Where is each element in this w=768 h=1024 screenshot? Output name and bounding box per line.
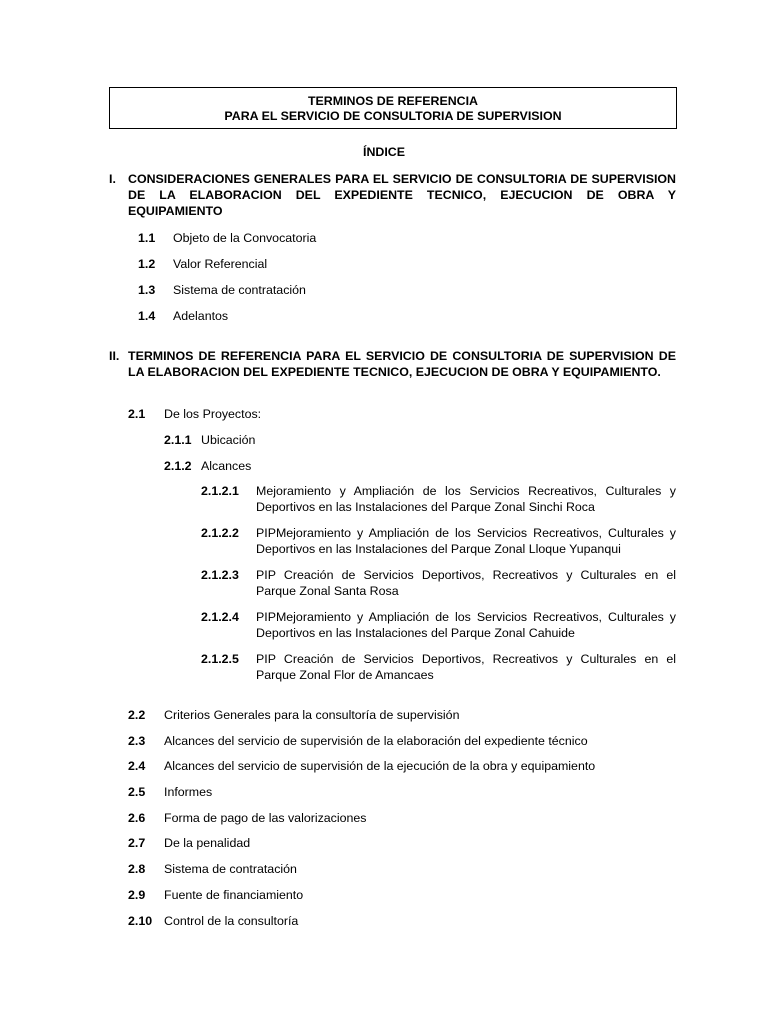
item-text: Sistema de contratación: [173, 283, 306, 297]
item-text: Forma de pago de las valorizaciones: [164, 811, 367, 825]
item-number: 2.1.2.4: [201, 610, 239, 624]
item-text: Valor Referencial: [173, 257, 268, 271]
item-text: Mejoramiento y Ampliación de los Servicios Recreativos, Culturales y Deportivos en las Instalaciones del Parque Zonal Sinchi Roca: [256, 484, 676, 514]
item-number: 2.1.2: [164, 459, 192, 473]
item-number: 2.3: [128, 734, 146, 748]
item-number: 2.6: [128, 811, 146, 825]
item-text: Adelantos: [173, 309, 229, 323]
item-number: 2.8: [128, 862, 146, 876]
list-item: [201, 651, 676, 683]
list-item: [201, 483, 676, 515]
item-text: PIP Creación de Servicios Deportivos, Recreativos y Culturales en el Parque Zonal Flor de Amancaes: [256, 652, 676, 682]
section-2-title: TERMINOS DE REFERENCIA PARA EL SERVICIO DE CONSULTORIA DE SUPERVISION DE LA ELABORACION DEL EXPEDIENTE TECNICO, EJECUCION DE OBRA Y EQUIPAMIENTO.: [128, 349, 676, 379]
index-heading: ÍNDICE: [363, 145, 405, 159]
section-1-heading: [109, 171, 676, 219]
item-text: Criterios Generales para la consultoría de supervisión: [164, 708, 460, 722]
section-1-number: I.: [109, 172, 116, 186]
item-text: PIPMejoramiento y Ampliación de los Servicios Recreativos, Culturales y Deportivos en las Instalaciones del Parque Zonal Cahuide: [256, 610, 676, 640]
item-number: 2.1.2.2: [201, 526, 239, 540]
item-number: 2.1.2.5: [201, 652, 239, 666]
item-text: Ubicación: [201, 433, 256, 447]
item-number: 2.2: [128, 708, 146, 722]
document-title-box: [109, 87, 677, 129]
list-item: [201, 525, 676, 557]
item-text: De la penalidad: [164, 836, 251, 850]
document-title-line1: TERMINOS DE REFERENCIA: [307, 94, 479, 108]
item-number: 2.1: [128, 407, 146, 421]
document-title-line2: PARA EL SERVICIO DE CONSULTORIA DE SUPERVISION: [224, 109, 562, 123]
item-number: 2.10: [128, 914, 153, 928]
item-number: 1.4: [138, 309, 156, 323]
item-number: 2.1.2.1: [201, 484, 239, 498]
item-text: Control de la consultoría: [164, 914, 299, 928]
item-number: 1.1: [138, 231, 156, 245]
item-number: 2.7: [128, 836, 146, 850]
section-1-title: CONSIDERACIONES GENERALES PARA EL SERVICIO DE CONSULTORIA DE SUPERVISION DE LA ELABORACION DEL EXPEDIENTE TECNICO, EJECUCION DE OBRA Y EQUIPAMIENTO: [128, 172, 676, 218]
item-number: 2.1.1: [164, 433, 192, 447]
item-text: De los Proyectos:: [164, 407, 262, 421]
item-number: 2.5: [128, 785, 146, 799]
item-number: 2.1.2.3: [201, 568, 239, 582]
item-number: 1.2: [138, 257, 156, 271]
item-text: PIPMejoramiento y Ampliación de los Servicios Recreativos, Culturales y Deportivos en las Instalaciones del Parque Zonal Lloque Yupanqui: [256, 526, 676, 556]
section-2-heading: [109, 348, 676, 380]
item-text: Alcances del servicio de supervisión de la ejecución de la obra y equipamiento: [164, 759, 596, 773]
item-text: Alcances del servicio de supervisión de la elaboración del expediente técnico: [164, 734, 588, 748]
item-text: Sistema de contratación: [164, 862, 297, 876]
item-text: Alcances: [201, 459, 252, 473]
item-number: 1.3: [138, 283, 156, 297]
item-text: Objeto de la Convocatoria: [173, 231, 317, 245]
item-text: Informes: [164, 785, 213, 799]
item-text: Fuente de financiamiento: [164, 888, 304, 902]
list-item: [201, 609, 676, 641]
item-number: 2.9: [128, 888, 146, 902]
list-item: [201, 567, 676, 599]
item-number: 2.4: [128, 759, 146, 773]
item-text: PIP Creación de Servicios Deportivos, Recreativos y Culturales en el Parque Zonal Santa Rosa: [256, 568, 676, 598]
section-2-number: II.: [109, 349, 120, 363]
